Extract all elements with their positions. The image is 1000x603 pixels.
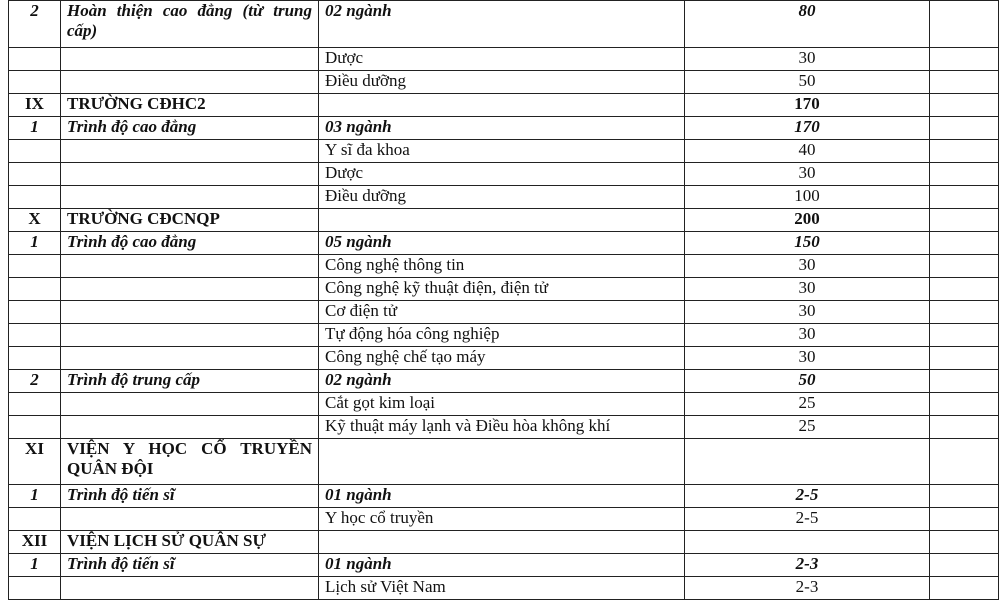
program-name-cell bbox=[61, 71, 319, 94]
quota-cell: 30 bbox=[685, 255, 930, 278]
program-name-cell bbox=[61, 255, 319, 278]
program-name-cell bbox=[61, 301, 319, 324]
quota-cell: 50 bbox=[685, 71, 930, 94]
row-number-cell: X bbox=[9, 209, 61, 232]
program-name-cell: VIỆN LỊCH SỬ QUÂN SỰ bbox=[61, 531, 319, 554]
major-name-cell: 01 ngành bbox=[319, 554, 685, 577]
row-number-cell: 2 bbox=[9, 370, 61, 393]
section-row bbox=[9, 439, 999, 485]
note-cell bbox=[930, 117, 999, 140]
program-name-cell: TRƯỜNG CĐCNQP bbox=[61, 209, 319, 232]
major-name-cell: 02 ngành bbox=[319, 1, 685, 48]
program-name-cell: Hoàn thiện cao đẳng (từ trung cấp) bbox=[61, 1, 319, 48]
major-name-cell: Công nghệ chế tạo máy bbox=[319, 347, 685, 370]
note-cell bbox=[930, 508, 999, 531]
quota-cell: 2-3 bbox=[685, 577, 930, 600]
major-name-cell: Điều dưỡng bbox=[319, 71, 685, 94]
row-number-cell: XII bbox=[9, 531, 61, 554]
level-row bbox=[9, 370, 999, 393]
quota-cell: 50 bbox=[685, 370, 930, 393]
row-number-cell: 1 bbox=[9, 554, 61, 577]
row-number-cell bbox=[9, 140, 61, 163]
program-name-cell bbox=[61, 508, 319, 531]
major-name-cell: 03 ngành bbox=[319, 117, 685, 140]
major-name-cell: 05 ngành bbox=[319, 232, 685, 255]
table-row bbox=[9, 301, 999, 324]
note-cell bbox=[930, 439, 999, 485]
note-cell bbox=[930, 485, 999, 508]
program-name-cell: VIỆN Y HỌC CỔ TRUYỀN QUÂN ĐỘI bbox=[61, 439, 319, 485]
major-name-cell bbox=[319, 531, 685, 554]
note-cell bbox=[930, 393, 999, 416]
major-name-cell: Y sĩ đa khoa bbox=[319, 140, 685, 163]
note-cell bbox=[930, 209, 999, 232]
quota-cell: 2-5 bbox=[685, 508, 930, 531]
note-cell bbox=[930, 232, 999, 255]
program-name-cell bbox=[61, 393, 319, 416]
note-cell bbox=[930, 278, 999, 301]
row-number-cell bbox=[9, 255, 61, 278]
note-cell bbox=[930, 370, 999, 393]
quota-cell bbox=[685, 531, 930, 554]
major-name-cell: Cắt gọt kim loại bbox=[319, 393, 685, 416]
table-row bbox=[9, 508, 999, 531]
row-number-cell: 1 bbox=[9, 485, 61, 508]
major-name-cell bbox=[319, 209, 685, 232]
row-number-cell bbox=[9, 278, 61, 301]
program-name-cell: Trình độ cao đẳng bbox=[61, 117, 319, 140]
row-number-cell bbox=[9, 48, 61, 71]
row-number-cell bbox=[9, 393, 61, 416]
row-number-cell bbox=[9, 301, 61, 324]
table-row bbox=[9, 186, 999, 209]
quota-cell: 170 bbox=[685, 117, 930, 140]
level-row bbox=[9, 1, 999, 48]
table-body bbox=[9, 1, 999, 600]
table-row bbox=[9, 393, 999, 416]
section-row bbox=[9, 531, 999, 554]
major-name-cell: Y học cổ truyền bbox=[319, 508, 685, 531]
quota-cell: 80 bbox=[685, 1, 930, 48]
major-name-cell: Lịch sử Việt Nam bbox=[319, 577, 685, 600]
section-row bbox=[9, 209, 999, 232]
quota-cell: 100 bbox=[685, 186, 930, 209]
table-row bbox=[9, 140, 999, 163]
table-row bbox=[9, 324, 999, 347]
quota-cell: 170 bbox=[685, 94, 930, 117]
major-name-cell: Cơ điện tử bbox=[319, 301, 685, 324]
admission-quota-table bbox=[8, 0, 999, 600]
note-cell bbox=[930, 48, 999, 71]
row-number-cell: 1 bbox=[9, 232, 61, 255]
major-name-cell: Tự động hóa công nghiệp bbox=[319, 324, 685, 347]
quota-cell: 25 bbox=[685, 393, 930, 416]
quota-cell: 30 bbox=[685, 163, 930, 186]
table-row bbox=[9, 255, 999, 278]
note-cell bbox=[930, 347, 999, 370]
program-name-cell: TRƯỜNG CĐHC2 bbox=[61, 94, 319, 117]
note-cell bbox=[930, 140, 999, 163]
level-row bbox=[9, 554, 999, 577]
quota-cell: 30 bbox=[685, 347, 930, 370]
quota-cell: 200 bbox=[685, 209, 930, 232]
program-name-cell: Trình độ cao đẳng bbox=[61, 232, 319, 255]
table-row bbox=[9, 347, 999, 370]
major-name-cell: Công nghệ thông tin bbox=[319, 255, 685, 278]
quota-cell: 2-5 bbox=[685, 485, 930, 508]
section-row bbox=[9, 94, 999, 117]
note-cell bbox=[930, 531, 999, 554]
major-name-cell: Điều dưỡng bbox=[319, 186, 685, 209]
program-name-cell bbox=[61, 324, 319, 347]
note-cell bbox=[930, 255, 999, 278]
quota-cell: 30 bbox=[685, 324, 930, 347]
row-number-cell: XI bbox=[9, 439, 61, 485]
level-row bbox=[9, 232, 999, 255]
major-name-cell: 02 ngành bbox=[319, 370, 685, 393]
quota-cell: 25 bbox=[685, 416, 930, 439]
major-name-cell bbox=[319, 439, 685, 485]
program-name-cell bbox=[61, 140, 319, 163]
level-row bbox=[9, 485, 999, 508]
row-number-cell bbox=[9, 416, 61, 439]
major-name-cell: Kỹ thuật máy lạnh và Điều hòa không khí bbox=[319, 416, 685, 439]
program-name-cell bbox=[61, 48, 319, 71]
row-number-cell bbox=[9, 508, 61, 531]
program-name-cell bbox=[61, 186, 319, 209]
major-name-cell: 01 ngành bbox=[319, 485, 685, 508]
row-number-cell bbox=[9, 186, 61, 209]
table-row bbox=[9, 163, 999, 186]
program-name-cell: Trình độ tiến sĩ bbox=[61, 554, 319, 577]
note-cell bbox=[930, 163, 999, 186]
program-name-cell: Trình độ tiến sĩ bbox=[61, 485, 319, 508]
row-number-cell: 2 bbox=[9, 1, 61, 48]
note-cell bbox=[930, 301, 999, 324]
program-name-cell bbox=[61, 577, 319, 600]
program-name-cell bbox=[61, 163, 319, 186]
quota-cell: 30 bbox=[685, 278, 930, 301]
row-number-cell bbox=[9, 163, 61, 186]
note-cell bbox=[930, 416, 999, 439]
table-row bbox=[9, 577, 999, 600]
note-cell bbox=[930, 94, 999, 117]
major-name-cell: Dược bbox=[319, 48, 685, 71]
major-name-cell: Dược bbox=[319, 163, 685, 186]
table-row bbox=[9, 416, 999, 439]
quota-cell: 150 bbox=[685, 232, 930, 255]
row-number-cell bbox=[9, 71, 61, 94]
major-name-cell bbox=[319, 94, 685, 117]
quota-cell: 2-3 bbox=[685, 554, 930, 577]
note-cell bbox=[930, 71, 999, 94]
quota-cell: 30 bbox=[685, 48, 930, 71]
row-number-cell bbox=[9, 577, 61, 600]
note-cell bbox=[930, 324, 999, 347]
quota-cell: 40 bbox=[685, 140, 930, 163]
row-number-cell: IX bbox=[9, 94, 61, 117]
table-row bbox=[9, 278, 999, 301]
program-name-cell: Trình độ trung cấp bbox=[61, 370, 319, 393]
row-number-cell bbox=[9, 347, 61, 370]
table-row bbox=[9, 71, 999, 94]
program-name-cell bbox=[61, 347, 319, 370]
level-row bbox=[9, 117, 999, 140]
quota-cell bbox=[685, 439, 930, 485]
table-row bbox=[9, 48, 999, 71]
program-name-cell bbox=[61, 278, 319, 301]
row-number-cell: 1 bbox=[9, 117, 61, 140]
row-number-cell bbox=[9, 324, 61, 347]
note-cell bbox=[930, 186, 999, 209]
note-cell bbox=[930, 554, 999, 577]
note-cell bbox=[930, 577, 999, 600]
program-name-cell bbox=[61, 416, 319, 439]
major-name-cell: Công nghệ kỹ thuật điện, điện tử bbox=[319, 278, 685, 301]
quota-cell: 30 bbox=[685, 301, 930, 324]
note-cell bbox=[930, 1, 999, 48]
